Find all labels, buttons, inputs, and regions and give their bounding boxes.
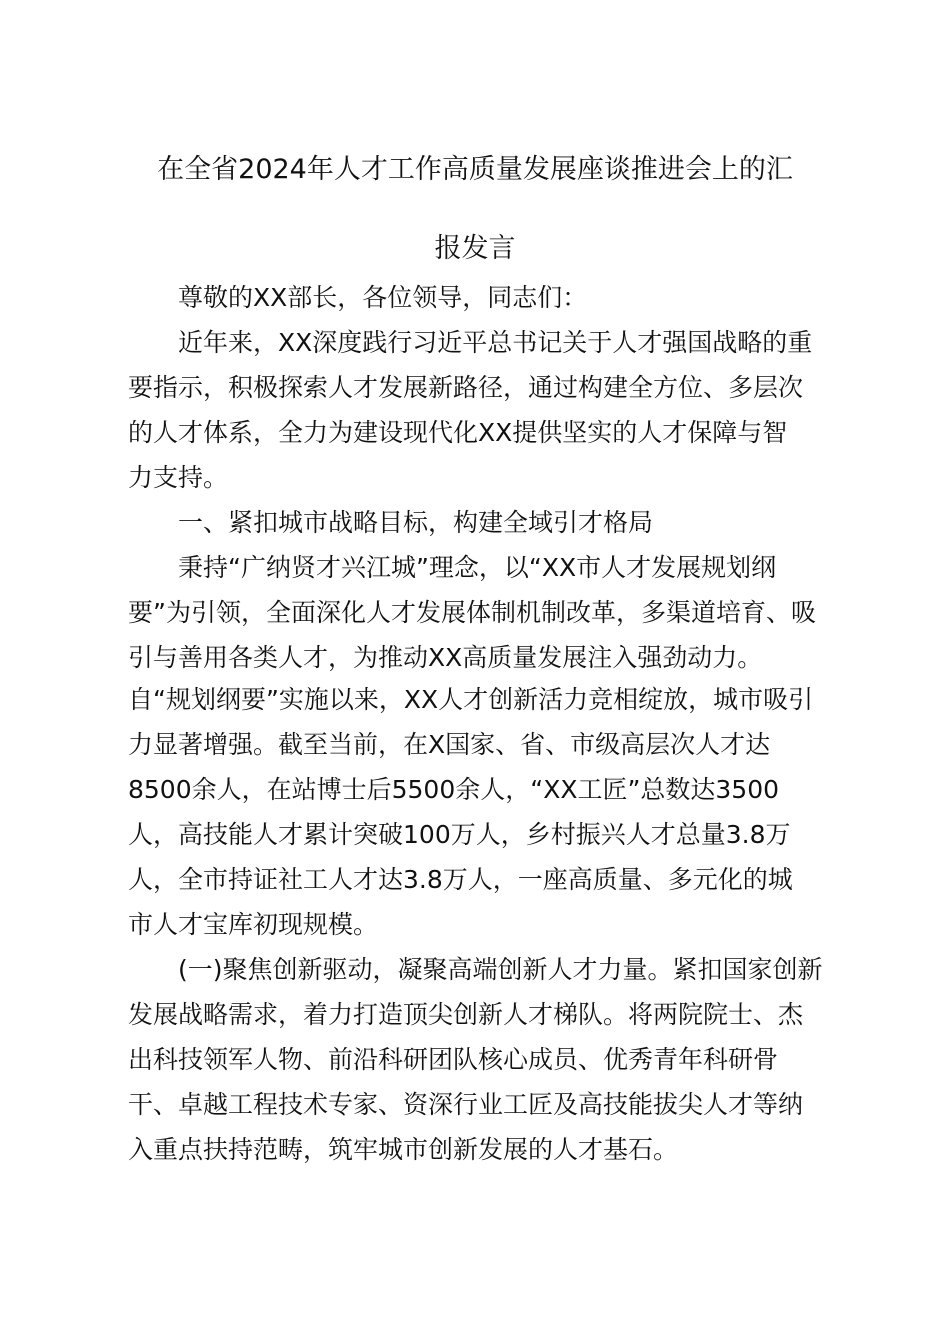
paragraph-line: 力支持。 — [128, 463, 229, 492]
paragraph-line: 要指示，积极探索人才发展新路径，通过构建全方位、多层次 — [128, 373, 804, 402]
paragraph-line: 的人才体系，全力为建设现代化XX提供坚实的人才保障与智 — [128, 418, 788, 447]
paragraph-line: 人，全市持证社工人才达3.8万人，一座高质量、多元化的城 — [128, 865, 793, 894]
subsection-paragraph-line: (一)聚焦创新驱动，凝聚高端创新人才力量。紧扣国家创新 — [178, 955, 823, 984]
paragraph-line: 市人才宝库初现规模。 — [128, 910, 379, 939]
document-title-line-2: 报发言 — [434, 233, 516, 264]
paragraph-line: 要”为引领，全面深化人才发展体制机制改革，多渠道培育、吸 — [128, 598, 816, 627]
paragraph-line: 力显著增强。截至当前，在X国家、省、市级高层次人才达 — [128, 730, 771, 759]
paragraph-line: 出科技领军人物、前沿科研团队核心成员、优秀青年科研骨 — [128, 1045, 779, 1074]
paragraph-line: 自“规划纲要”实施以来，XX人才创新活力竞相绽放，城市吸引 — [128, 685, 814, 714]
document-title-line-1: 在全省2024年人才工作高质量发展座谈推进会上的汇 — [157, 154, 793, 185]
paragraph-line: 发展战略需求，着力打造顶尖创新人才梯队。将两院院士、杰 — [128, 1000, 804, 1029]
section-heading: 一、紧扣城市战略目标，构建全域引才格局 — [178, 508, 654, 537]
salutation: 尊敬的XX部长，各位领导，同志们： — [178, 283, 588, 312]
paragraph-line: 入重点扶持范畴，筑牢城市创新发展的人才基石。 — [128, 1135, 679, 1164]
paragraph-line: 8500余人，在站博士后5500余人，“XX工匠”总数达3500 — [128, 775, 780, 804]
paragraph-line: 引与善用各类人才，为推动XX高质量发展注入强劲动力。 — [128, 643, 763, 672]
paragraph-line: 近年来，XX深度践行习近平总书记关于人才强国战略的重 — [178, 328, 813, 357]
paragraph-line: 秉持“广纳贤才兴江城”理念，以“XX市人才发展规划纲 — [178, 553, 777, 582]
paragraph-line: 人，高技能人才累计突破100万人，乡村振兴人才总量3.8万 — [128, 820, 791, 849]
paragraph-line: 干、卓越工程技术专家、资深行业工匠及高技能拔尖人才等纳 — [128, 1090, 804, 1119]
